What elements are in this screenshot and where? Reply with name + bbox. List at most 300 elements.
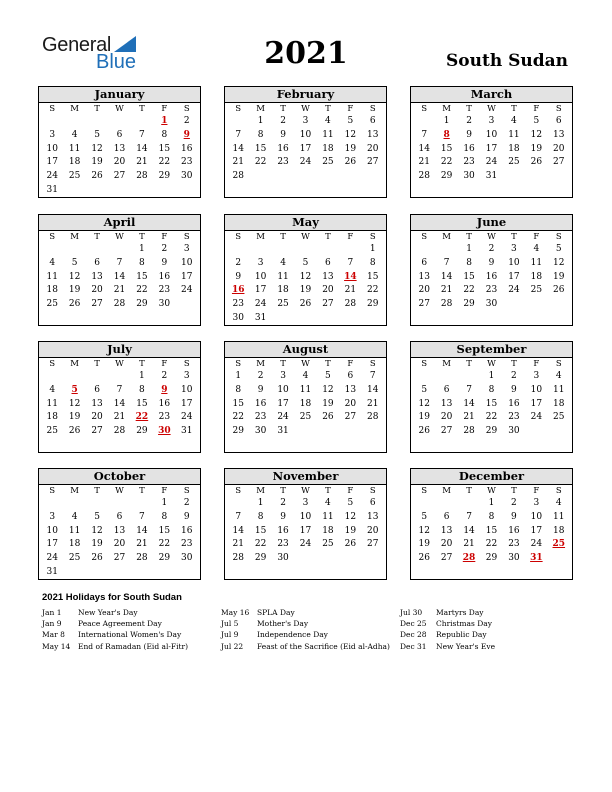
day: 7 — [139, 511, 145, 522]
empty-day — [272, 243, 294, 257]
day: 18 — [68, 539, 81, 550]
day: 21 — [367, 398, 379, 409]
holiday-date: Dec 25 — [400, 619, 427, 629]
day: 2 — [280, 498, 286, 508]
day: 14 — [463, 398, 475, 409]
weekday-header: T — [94, 359, 100, 369]
weekday-header: W — [487, 232, 496, 242]
weekday-header: S — [235, 232, 242, 242]
day: 26 — [344, 157, 357, 168]
day: 2 — [183, 498, 190, 508]
day: 14 — [463, 525, 475, 536]
weekday-header: M — [442, 486, 451, 496]
day: 3 — [183, 244, 190, 254]
day: 11 — [508, 129, 520, 140]
holiday-day: 14 — [344, 271, 357, 282]
weekday-header: M — [442, 104, 451, 114]
day: 16 — [277, 525, 289, 536]
day: 10 — [485, 129, 498, 140]
day: 3 — [49, 511, 56, 522]
empty-day — [227, 497, 249, 511]
holiday-date: Dec 28 — [400, 630, 427, 640]
day: 10 — [254, 271, 267, 282]
holiday-name: Republic Day — [436, 630, 487, 640]
day: 23 — [485, 285, 498, 296]
holiday-date: Jan 1 — [42, 608, 62, 617]
day: 17 — [299, 143, 312, 154]
weekday-header: F — [533, 232, 540, 242]
day: 17 — [299, 525, 312, 536]
day: 31 — [254, 312, 267, 323]
day: 20 — [344, 398, 357, 409]
day: 23 — [508, 412, 520, 423]
day: 30 — [508, 553, 520, 564]
empty-day — [458, 370, 480, 384]
day: 28 — [136, 171, 148, 182]
month-name: March — [411, 87, 572, 103]
weekday-header: W — [487, 104, 496, 114]
day: 16 — [158, 398, 171, 409]
weekday-header: T — [466, 486, 472, 496]
day: 13 — [344, 384, 357, 395]
holiday-day: 5 — [71, 384, 78, 395]
weekday-header: T — [511, 104, 517, 114]
day: 6 — [421, 257, 428, 268]
holiday-entry — [221, 629, 390, 640]
day: 9 — [161, 257, 168, 268]
day: 29 — [485, 553, 498, 564]
weekday-header: F — [347, 359, 354, 369]
day: 6 — [347, 371, 354, 381]
day: 23 — [232, 299, 244, 310]
day: 9 — [488, 257, 495, 268]
day: 25 — [68, 171, 81, 182]
weekday-header: W — [115, 104, 124, 114]
holiday-entry — [400, 641, 495, 652]
day: 7 — [235, 129, 242, 140]
weekday-header: M — [70, 232, 79, 242]
weekday-header: S — [421, 232, 428, 242]
day: 2 — [511, 498, 517, 508]
day: 29 — [254, 553, 267, 564]
day: 28 — [232, 553, 244, 564]
weekday-header: T — [94, 232, 100, 242]
day: 8 — [161, 129, 168, 140]
day: 24 — [254, 299, 267, 310]
day: 15 — [136, 398, 148, 409]
holiday-name: Mother's Day — [257, 619, 309, 629]
day: 30 — [254, 426, 267, 437]
holiday-entry — [42, 618, 188, 629]
day: 19 — [344, 143, 357, 154]
empty-day — [86, 497, 108, 511]
holiday-column — [400, 607, 495, 652]
day: 13 — [367, 129, 379, 140]
day: 15 — [254, 525, 267, 536]
day: 5 — [421, 384, 428, 395]
day: 11 — [322, 129, 334, 140]
day: 3 — [533, 498, 540, 508]
weekday-header: T — [94, 104, 100, 114]
day: 24 — [299, 157, 312, 168]
holiday-name: End of Ramadan (Eid al-Fitr) — [78, 641, 189, 651]
day: 27 — [367, 539, 379, 550]
day: 17 — [530, 398, 543, 409]
day: 7 — [235, 511, 242, 522]
weekday-header: T — [280, 232, 286, 242]
holiday-day: 25 — [552, 539, 566, 550]
day: 11 — [553, 384, 565, 395]
day: 23 — [181, 157, 193, 168]
day: 24 — [277, 412, 289, 423]
day: 1 — [369, 244, 376, 254]
day: 20 — [113, 157, 126, 168]
day: 22 — [232, 412, 244, 423]
month-october — [38, 468, 201, 580]
day: 5 — [325, 371, 331, 381]
day: 8 — [257, 129, 264, 140]
month-name: July — [39, 342, 200, 358]
day: 1 — [257, 498, 264, 508]
day: 23 — [181, 539, 193, 550]
holiday-column — [42, 607, 188, 652]
day: 9 — [280, 129, 286, 140]
day: 6 — [325, 257, 331, 268]
calendar-year: 2021 — [264, 36, 348, 71]
weekday-header: S — [235, 486, 242, 496]
day: 14 — [232, 525, 244, 536]
day: 24 — [181, 412, 193, 423]
day: 3 — [49, 129, 56, 140]
weekday-header: M — [70, 104, 79, 114]
day: 7 — [421, 129, 428, 140]
day: 7 — [443, 257, 450, 268]
day: 22 — [254, 539, 267, 550]
day: 30 — [181, 171, 193, 182]
empty-day — [435, 370, 457, 384]
day: 19 — [418, 412, 430, 423]
day: 28 — [344, 299, 357, 310]
weekday-header: S — [235, 359, 242, 369]
weekday-header: T — [325, 232, 331, 242]
holiday-name: Martyrs Day — [436, 608, 484, 617]
day: 5 — [421, 511, 428, 522]
day: 16 — [181, 525, 193, 536]
day: 22 — [485, 412, 498, 423]
day: 21 — [440, 285, 453, 296]
day: 15 — [232, 398, 244, 409]
day: 6 — [116, 129, 123, 140]
holiday-entry — [400, 607, 495, 618]
day: 1 — [443, 116, 450, 126]
day: 27 — [440, 553, 453, 564]
day: 2 — [511, 371, 517, 381]
weekday-header: S — [421, 104, 428, 114]
empty-day — [413, 115, 435, 129]
holiday-day: 22 — [135, 412, 149, 423]
holiday-entry — [400, 629, 495, 640]
day: 27 — [91, 426, 103, 437]
day: 17 — [181, 271, 193, 282]
weekday-header: F — [161, 486, 168, 496]
day: 3 — [183, 371, 190, 381]
day-grid — [225, 485, 386, 566]
month-september — [410, 341, 573, 453]
weekday-header: S — [369, 232, 376, 242]
day: 27 — [418, 299, 430, 310]
day: 28 — [136, 553, 148, 564]
day: 17 — [508, 271, 520, 282]
day: 20 — [553, 143, 565, 154]
day: 1 — [139, 244, 145, 254]
weekday-header: S — [369, 359, 376, 369]
weekday-header: M — [256, 232, 265, 242]
day: 28 — [232, 171, 244, 182]
day: 15 — [367, 271, 379, 282]
day: 12 — [344, 129, 357, 140]
weekday-header: W — [301, 359, 310, 369]
weekday-header: T — [466, 232, 472, 242]
day-grid — [411, 485, 572, 566]
day: 16 — [508, 525, 520, 536]
weekday-header: S — [49, 104, 56, 114]
day: 29 — [367, 299, 379, 310]
day: 14 — [113, 398, 126, 409]
day: 24 — [530, 412, 543, 423]
day: 11 — [553, 511, 565, 522]
day: 14 — [113, 271, 126, 282]
day: 25 — [508, 157, 520, 168]
day-grid — [39, 485, 200, 580]
day: 26 — [553, 285, 565, 296]
day: 18 — [46, 412, 58, 423]
weekday-header: T — [139, 359, 145, 369]
day: 13 — [91, 271, 103, 282]
holiday-entry — [221, 641, 390, 652]
empty-day — [249, 243, 271, 257]
day: 2 — [183, 116, 190, 126]
month-november — [224, 468, 387, 580]
day: 2 — [235, 257, 242, 268]
empty-day — [86, 370, 108, 384]
day-grid — [225, 231, 386, 326]
day: 18 — [508, 143, 520, 154]
day: 3 — [533, 371, 540, 381]
day: 8 — [139, 384, 145, 395]
day: 19 — [91, 157, 103, 168]
month-name: October — [39, 469, 200, 485]
day: 4 — [325, 116, 331, 126]
day: 17 — [46, 157, 58, 168]
day: 5 — [94, 129, 100, 140]
day: 15 — [485, 525, 498, 536]
day: 25 — [530, 285, 543, 296]
weekday-header: F — [533, 359, 540, 369]
day: 24 — [508, 285, 520, 296]
day: 24 — [46, 171, 58, 182]
day: 7 — [139, 129, 145, 140]
day: 28 — [113, 299, 126, 310]
day-grid — [411, 103, 572, 184]
day: 14 — [440, 271, 453, 282]
day: 7 — [466, 384, 472, 395]
day: 7 — [116, 384, 123, 395]
day: 23 — [277, 539, 289, 550]
day: 4 — [49, 384, 56, 395]
day: 15 — [158, 525, 171, 536]
weekday-header: T — [280, 104, 286, 114]
day: 10 — [508, 257, 520, 268]
day: 13 — [113, 525, 126, 536]
holiday-date: Jul 22 — [221, 641, 244, 651]
day: 3 — [302, 116, 309, 126]
day: 12 — [91, 143, 103, 154]
day: 8 — [139, 257, 145, 268]
day-grid — [411, 231, 572, 312]
day: 19 — [91, 539, 103, 550]
empty-day — [86, 115, 108, 129]
day: 18 — [530, 271, 543, 282]
weekday-header: F — [533, 104, 540, 114]
day: 20 — [367, 525, 379, 536]
day: 31 — [46, 184, 58, 195]
holiday-date: Mar 8 — [42, 630, 65, 640]
day: 9 — [183, 511, 190, 522]
month-name: February — [225, 87, 386, 103]
month-february — [224, 86, 387, 198]
day: 19 — [418, 539, 430, 550]
day: 11 — [68, 525, 81, 536]
empty-day — [86, 243, 108, 257]
day: 8 — [161, 511, 168, 522]
empty-day — [63, 243, 85, 257]
day: 11 — [277, 271, 289, 282]
day: 2 — [466, 116, 472, 126]
month-december — [410, 468, 573, 580]
day: 10 — [299, 129, 312, 140]
day: 11 — [68, 143, 81, 154]
day: 13 — [91, 398, 103, 409]
day: 11 — [46, 398, 58, 409]
day: 1 — [488, 371, 495, 381]
day: 21 — [232, 157, 244, 168]
day: 28 — [418, 171, 430, 182]
holiday-entry — [221, 618, 390, 629]
day: 12 — [530, 129, 543, 140]
weekday-header: S — [235, 104, 242, 114]
day: 8 — [369, 257, 376, 268]
day: 1 — [257, 116, 264, 126]
weekday-header: W — [487, 486, 496, 496]
empty-day — [63, 370, 85, 384]
empty-day — [108, 115, 130, 129]
holiday-name: Feast of the Sacrifice (Eid al-Adha) — [257, 641, 390, 651]
day: 2 — [161, 244, 168, 254]
day: 26 — [322, 412, 334, 423]
day: 20 — [322, 285, 334, 296]
weekday-header: F — [533, 486, 540, 496]
day: 26 — [91, 553, 103, 564]
day: 28 — [113, 426, 126, 437]
day: 14 — [418, 143, 430, 154]
day: 25 — [322, 157, 334, 168]
day: 28 — [367, 412, 379, 423]
month-august — [224, 341, 387, 453]
day: 24 — [530, 539, 543, 550]
day: 18 — [322, 143, 334, 154]
day: 15 — [158, 143, 171, 154]
day: 3 — [511, 244, 517, 254]
day: 9 — [235, 271, 242, 282]
day: 12 — [553, 257, 565, 268]
day: 3 — [257, 257, 264, 268]
day: 18 — [68, 157, 81, 168]
weekday-header: S — [49, 486, 56, 496]
day: 15 — [136, 271, 148, 282]
weekday-header: S — [49, 359, 56, 369]
day: 13 — [440, 398, 453, 409]
day: 8 — [466, 257, 472, 268]
day: 22 — [367, 285, 379, 296]
day: 10 — [46, 525, 58, 536]
day: 14 — [136, 525, 148, 536]
day: 22 — [485, 539, 498, 550]
day: 30 — [508, 426, 520, 437]
holiday-entry — [42, 641, 188, 652]
day-grid — [225, 358, 386, 439]
day: 1 — [161, 498, 168, 508]
day: 23 — [277, 157, 289, 168]
empty-day — [227, 243, 249, 257]
day: 21 — [463, 539, 475, 550]
weekday-header: M — [442, 232, 451, 242]
weekday-header: M — [256, 104, 265, 114]
day: 26 — [68, 426, 81, 437]
day: 20 — [91, 285, 103, 296]
holiday-name: New Year's Eve — [436, 641, 496, 651]
day: 26 — [418, 426, 430, 437]
day: 16 — [158, 271, 171, 282]
day: 10 — [299, 511, 312, 522]
holiday-date: Jan 9 — [42, 619, 62, 629]
day: 9 — [280, 511, 286, 522]
holiday-name: Independence Day — [257, 630, 328, 640]
day: 6 — [443, 511, 450, 522]
day: 20 — [113, 539, 126, 550]
day: 5 — [71, 257, 78, 268]
day: 12 — [344, 511, 357, 522]
day: 16 — [508, 398, 520, 409]
day: 10 — [181, 384, 193, 395]
holiday-date: Jul 9 — [221, 630, 239, 640]
month-january — [38, 86, 201, 198]
weekday-header: T — [511, 486, 517, 496]
day: 19 — [530, 143, 543, 154]
day: 22 — [158, 157, 171, 168]
day: 7 — [116, 257, 123, 268]
day: 30 — [181, 553, 193, 564]
day-grid — [411, 358, 572, 439]
day: 9 — [511, 384, 517, 395]
holiday-entry — [221, 607, 390, 618]
day: 8 — [257, 511, 264, 522]
day: 18 — [299, 398, 312, 409]
day: 15 — [440, 143, 453, 154]
day: 18 — [322, 525, 334, 536]
day: 20 — [91, 412, 103, 423]
day: 17 — [254, 285, 267, 296]
day: 4 — [325, 498, 331, 508]
